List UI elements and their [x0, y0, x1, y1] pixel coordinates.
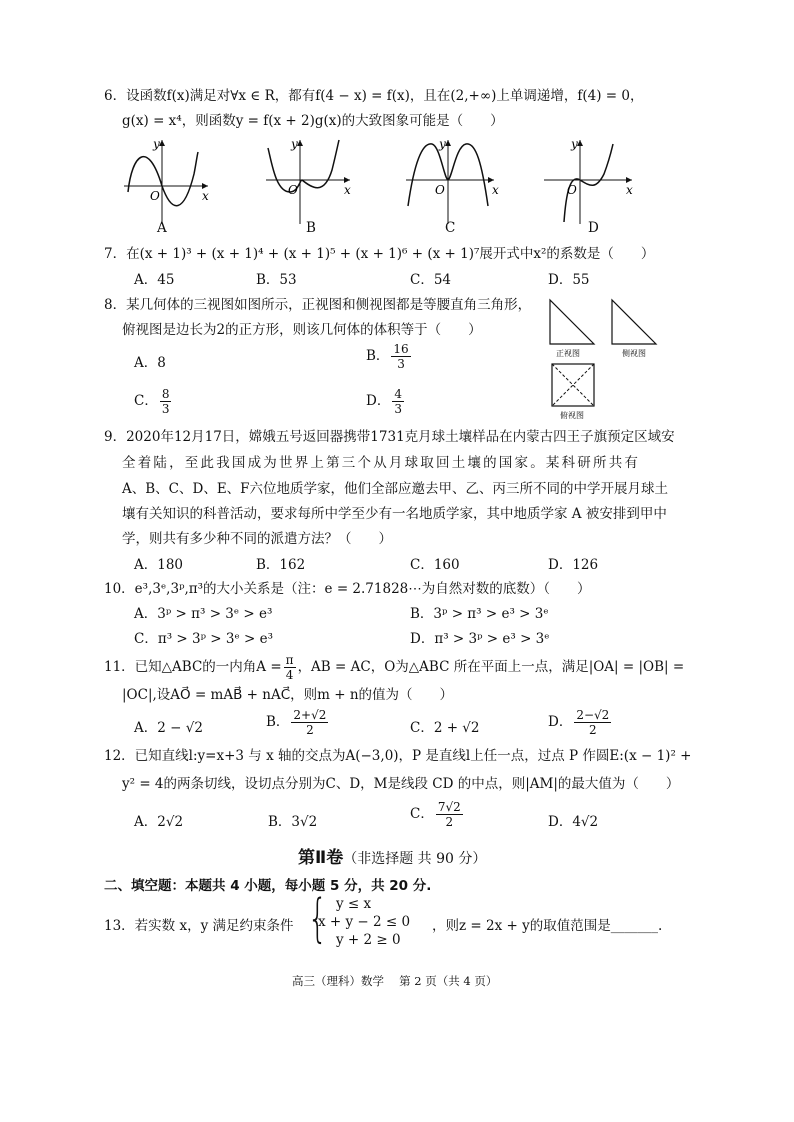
q12-line2: y² = 4的两条切线，设切点分别为C、D，M是线段 CD 的中点，则|AM|的最大值为（ ） — [122, 776, 680, 792]
q13-brace: { — [307, 889, 328, 949]
svg-text:y: y — [571, 137, 578, 151]
graph-label-a: A — [157, 220, 167, 236]
q12-opt-d: D．4√2 — [548, 814, 599, 830]
q11-opt-d: D． $\frac{2-√2}{2}$ — [548, 708, 610, 737]
view-side-label: 侧视图 — [622, 349, 646, 358]
graph-a-y: y — [153, 137, 160, 151]
q11-line1: 11．已知△ABC的一内角A = $\frac{\pi}{4}$ ，AB = AC，O为△ABC 所在平面上一点，满足|OA| = |OB| = — [104, 653, 685, 682]
svg-text:O: O — [435, 183, 445, 197]
q8-opt-a: A．8 — [134, 355, 166, 371]
q7-opt-b: B．53 — [256, 272, 297, 288]
q13-pre: 13．若实数 x，y 满足约束条件 — [104, 918, 294, 934]
graph-label-b: B — [306, 220, 316, 236]
q7-stem: 7．在(x + 1)³ + (x + 1)⁴ + (x + 1)⁵ + (x + 1)⁶ + (x + 1)⁷展开式中x²的系数是（ ） — [104, 246, 655, 262]
q8-opt-c: C． $\frac{8}{3}$ — [134, 387, 170, 416]
q6-line1: 6．设函数f(x)满足对∀x ∈ R，都有f(4 − x) = f(x)，且在(2,+∞)上单调递增，f(4) = 0， — [104, 88, 644, 104]
q12-opt-c: C． $\frac{7√2}{2}$ — [410, 800, 461, 829]
svg-text:x: x — [626, 183, 633, 197]
q6-graphs — [118, 134, 718, 236]
q10-opt-d: D．π³ > 3ᵖ > e³ > 3ᵉ — [410, 631, 550, 647]
q11-opt-a: A．2 − √2 — [134, 720, 203, 736]
graph-a — [124, 137, 209, 224]
q7-opt-a: A．45 — [134, 272, 175, 288]
part2-heading — [298, 843, 486, 868]
q8-three-views — [548, 298, 668, 426]
graph-b — [266, 137, 351, 224]
q9-line4: 壤有关知识的科普活动，要求每所中学至少有一名地质学家，其中地质学家 A 被安排到甲中 — [122, 506, 667, 522]
q11-line2: |OC|,设AO⃗ = mAB⃗ + nAC⃗，则m + n的值为（ ） — [122, 687, 454, 703]
svg-text:x: x — [492, 183, 499, 197]
graph-label-c: C — [445, 220, 456, 236]
q7-opt-d: D．55 — [548, 272, 590, 288]
q12-opt-b: B．3√2 — [268, 814, 318, 830]
q9-line1: 9．2020年12月17日，嫦娥五号返回器携带1731克月球土壤样品在内蒙古四王子旗预定区域安 — [104, 429, 675, 445]
graph-c — [406, 137, 499, 224]
graph-label-d: D — [588, 220, 599, 236]
part2-subtitle: （非选择题 共 90 分） — [343, 851, 487, 867]
q10-opt-a: A．3ᵖ > π³ > 3ᵉ > e³ — [134, 606, 273, 622]
view-front-label: 正视图 — [556, 349, 580, 358]
q9-opt-a: A．180 — [134, 557, 184, 573]
graph-d — [544, 137, 633, 224]
svg-text:y: y — [291, 137, 298, 151]
graph-a-x: x — [202, 189, 209, 203]
part2-title: 第Ⅱ卷 — [298, 848, 344, 868]
q9-opt-b: B．162 — [256, 557, 306, 573]
svg-text:x: x — [344, 183, 351, 197]
q13-c2: x + y − 2 ≤ 0 — [318, 914, 411, 930]
q12-opt-a: A．2√2 — [134, 814, 184, 830]
q10-opt-b: B．3ᵖ > π³ > e³ > 3ᵉ — [410, 606, 549, 622]
q9-line3: A、B、C、D、E、F六位地质学家，他们全部应邀去甲、乙、丙三所不同的中学开展月球土 — [122, 481, 669, 497]
section2-heading: 二、填空题：本题共 4 小题，每小题 5 分，共 20 分. — [104, 878, 432, 894]
graph-a-o: O — [150, 189, 160, 203]
q9-line2: 全着陆，至此我国成为世界上第三个从月球取回土壤的国家。某科研所共有 — [122, 455, 641, 471]
q10-opt-c: C．π³ > 3ᵖ > 3ᵉ > e³ — [134, 631, 274, 647]
view-top-label: 俯视图 — [560, 411, 584, 420]
q6-line2: g(x) = x⁴，则函数y = f(x + 2)g(x)的大致图象可能是（ ） — [122, 113, 504, 129]
q8-opt-b: B． $\frac{16}{3}$ — [366, 342, 409, 371]
q11-opt-b: B． $\frac{2+√2}{2}$ — [266, 708, 327, 737]
q7-opt-c: C．54 — [410, 272, 452, 288]
svg-text:O: O — [567, 183, 577, 197]
q9-opt-d: D．126 — [548, 557, 599, 573]
page-footer: 高三（理科）数学 第 2 页（共 4 页） — [292, 974, 498, 988]
q10-stem: 10．e³,3ᵉ,3ᵖ,π³的大小关系是（注：e = 2.71828⋯为自然对数的底数）（ ） — [104, 581, 591, 597]
q8-line2: 俯视图是边长为2的正方形，则该几何体的体积等于（ ） — [122, 322, 482, 338]
q13-c3: y + 2 ≥ 0 — [336, 932, 401, 948]
q9-opt-c: C．160 — [410, 557, 460, 573]
q13-c1: y ≤ x — [336, 896, 372, 912]
svg-text:y: y — [439, 137, 446, 151]
svg-text:O: O — [288, 183, 298, 197]
q12-line1: 12．已知直线l:y=x+3 与 x 轴的交点为A(−3,0)，P 是直线l上任一点，过点 P 作圆E:(x − 1)² + — [104, 748, 692, 764]
q8-opt-d: D． $\frac{4}{3}$ — [366, 387, 402, 416]
q11-opt-c: C．2 + √2 — [410, 720, 480, 736]
q13-post: ，则z = 2x + y的取值范围是_______. — [432, 918, 663, 934]
q9-line5: 学，则共有多少种不同的派遣方法？（ ） — [122, 531, 392, 547]
q8-line1: 8．某几何体的三视图如图所示，正视图和侧视图都是等腰直角三角形， — [104, 297, 532, 313]
